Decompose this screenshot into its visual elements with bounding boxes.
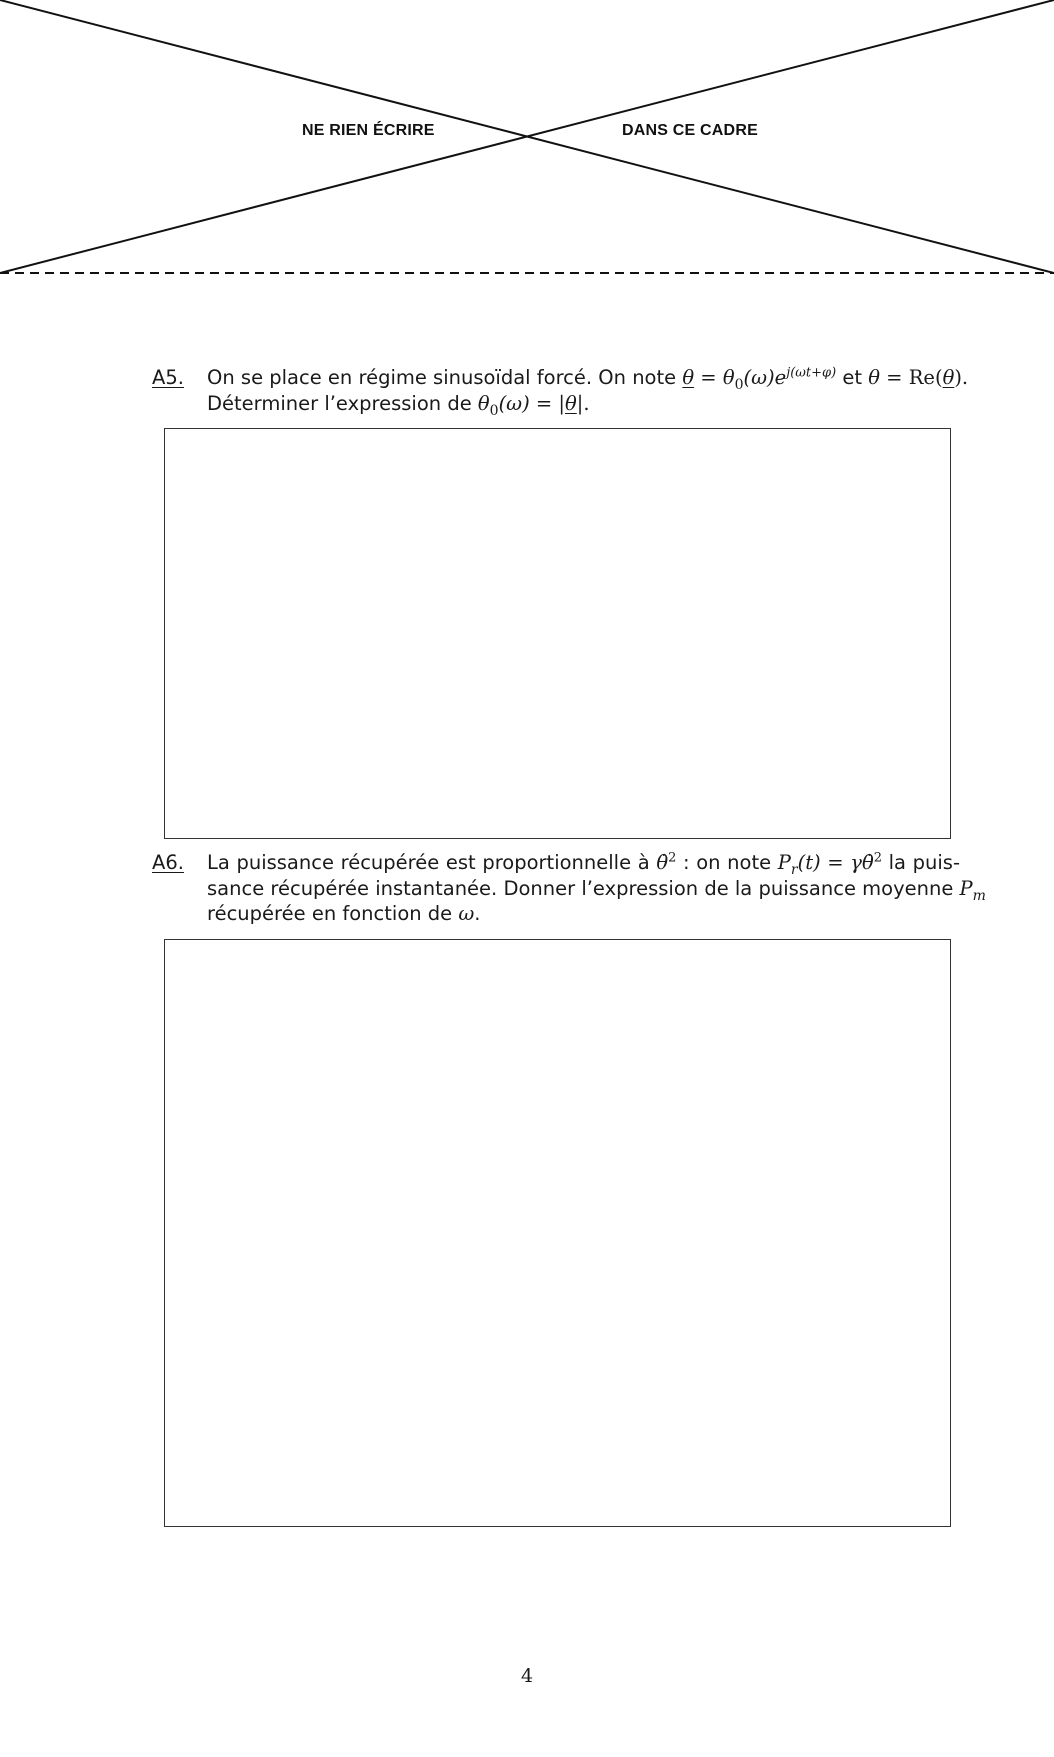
complex-theta: θ [565,391,577,415]
text-run: sance récupérée instantanée. Donner l’expression de la puissance moyenne [207,876,960,900]
real-part-open: = Re( [879,366,943,389]
do-not-write-frame [0,0,1054,280]
text-run: la puis- [881,851,960,874]
question-number: A5. [152,366,184,389]
real-theta: θ [868,366,880,389]
modulus-open: = | [529,391,565,415]
theta-dot: θ̇ [656,851,669,874]
square-exponent: 2 [873,850,882,866]
do-not-write-label: NE RIEN ÉCRIRE [302,122,435,139]
gamma-theta-dot: γθ̇ [850,851,874,874]
complex-theta: θ [682,366,695,389]
question-line [207,391,960,417]
modulus-close: |. [576,391,590,415]
question-line [207,365,969,393]
page-number: 4 [520,1665,534,1687]
theta-amplitude: θ [722,366,735,389]
theta-amplitude: θ [477,391,490,415]
text-run: La puissance récupérée est proportionnelle à [207,851,657,874]
square-exponent: 2 [668,850,677,866]
question-text [207,365,969,419]
in-this-frame-label: DANS CE CADRE [622,122,758,139]
question-number: A6. [152,851,184,874]
subscript-zero: 0 [489,402,499,419]
power-symbol: P [959,876,973,900]
subscript-m: m [972,887,986,904]
equals-sign: = [820,851,851,874]
question-line [207,876,986,904]
question-line [207,850,960,876]
omega-argument: (ω) [743,366,775,389]
answer-box-a6[interactable] [164,939,951,1527]
answer-box-a5[interactable] [164,428,951,839]
text-run: récupérée en fonction de [207,902,459,925]
text-run: On se place en régime sinusoïdal forcé. On note [207,366,683,389]
text-run: et [836,366,869,389]
real-part-close: ). [954,366,969,389]
text-run: . [474,902,481,925]
exponent: j(ωt+φ) [786,365,837,381]
question-text [207,850,986,927]
question-line [207,901,960,927]
time-argument: (t) [797,851,821,874]
exponential-e: e [774,366,787,389]
omega-symbol: ω [458,902,475,925]
text-run: : on note [676,851,778,874]
text-run: Déterminer l’expression de [207,391,478,415]
equals-sign: = [694,366,723,389]
complex-theta: θ [942,366,955,389]
subscript-zero: 0 [734,376,744,393]
subscript-r: r [790,861,798,878]
power-symbol: P [777,851,791,874]
omega-argument: (ω) [498,391,530,415]
